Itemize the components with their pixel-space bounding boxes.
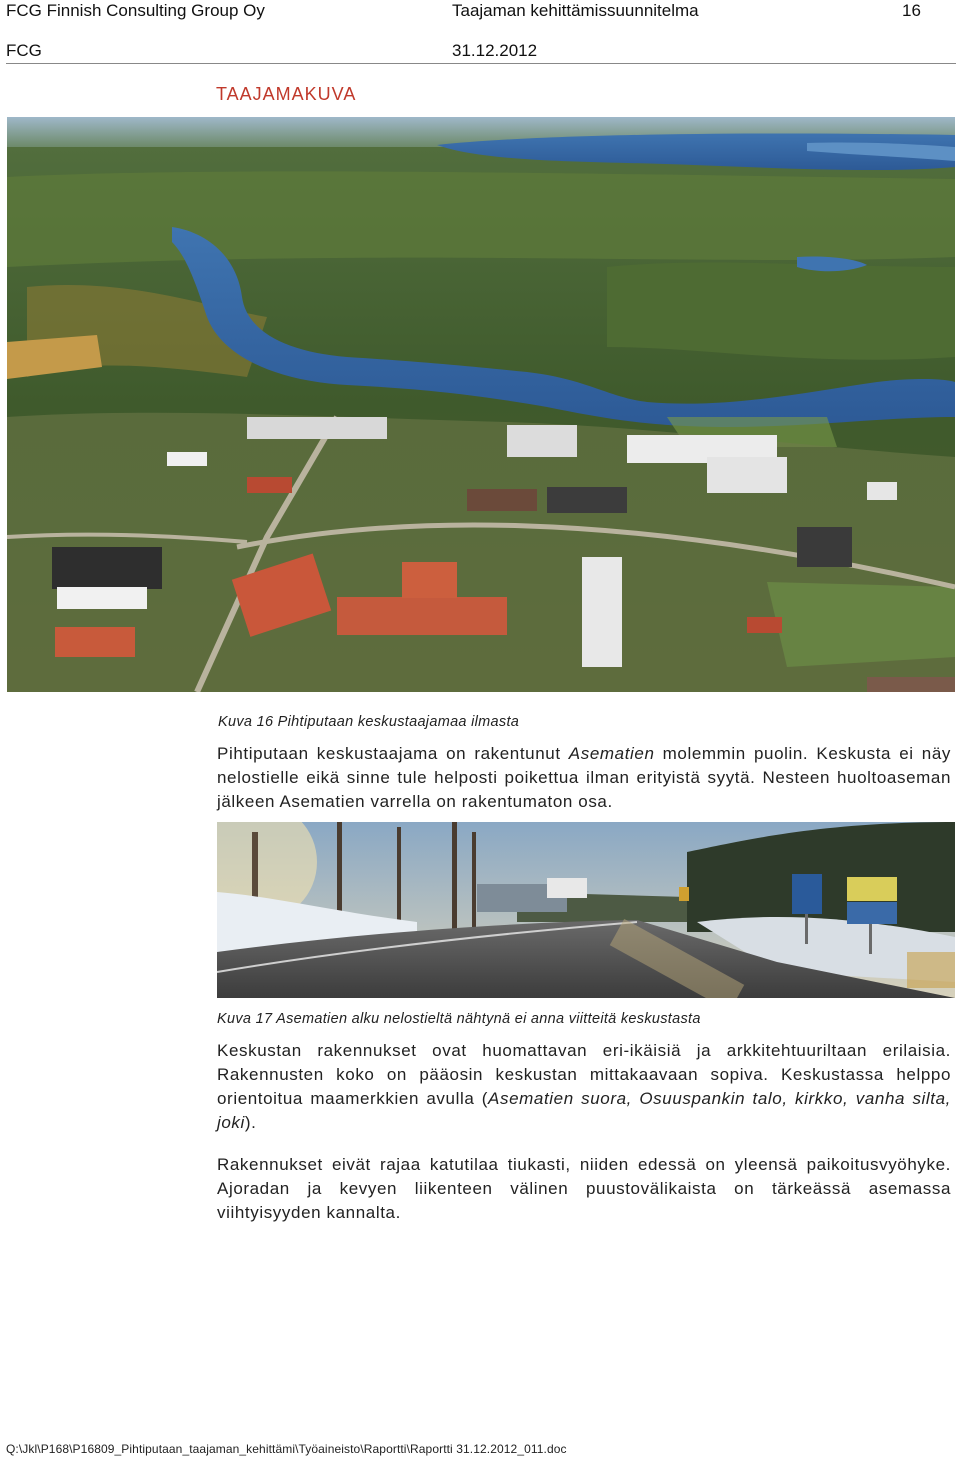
paragraph-1-text-b: molemmin puolin. Keskusta ei näy nelostielle eikä sinne tule helposti poikettua ilman erityistä syytä. Nesteen huoltoaseman jälkeen Asematien varrella on rakentumaton osa.: [217, 744, 951, 811]
header-short-name: FCG: [6, 41, 42, 60]
header-doc-title: Taajaman kehittämissuunnitelma: [452, 1, 699, 20]
figure16-caption: Kuva 16 Pihtiputaan keskustaajamaa ilmasta: [218, 714, 520, 730]
figure17-caption: Kuva 17 Asematien alku nelostieltä nähtynä ei anna viitteitä keskustasta: [217, 1011, 701, 1027]
paragraph-3: Rakennukset eivät rajaa katutilaa tiukasti, niiden edessä on yleensä paikoitusvyöhyke. Ajoradan ja kevyen liikenteen välinen puustovälikaista on tärkeässä asemassa viihtyisyyden kannalta.: [217, 1155, 951, 1222]
paragraph-1-emphasis: Asematien: [568, 744, 655, 763]
paragraph-1-text-a: Pihtiputaan keskustaajama on rakentunut: [217, 744, 569, 763]
section-title: TAAJAMAKUVA: [216, 84, 357, 104]
aerial-photo: [7, 117, 955, 692]
header-company: FCG Finnish Consulting Group Oy: [6, 1, 265, 20]
street-photo: [217, 822, 955, 998]
header-page-number: 16: [902, 1, 921, 20]
paragraph-2-emphasis: Asematien suora, Osuuspankin talo, kirkko, vanha silta, joki: [217, 1089, 951, 1132]
paragraph-2: [217, 1039, 951, 1135]
header-date: 31.12.2012: [452, 41, 538, 60]
header-divider: [6, 63, 956, 64]
paragraph-2-text-b: ).: [244, 1113, 257, 1132]
footer-file-path: Q:\Jkl\P168\P16809_Pihtiputaan_taajaman_kehittämi\Työaineisto\Raportti\Raportti 31.12.2012_011.doc: [6, 1442, 567, 1456]
paragraph-2-text-a: Keskustan rakennukset ovat huomattavan eri-ikäisiä ja arkkitehtuuriltaan erilaisia. Rakennusten koko on pääosin keskustan mittakaavaan sopiva. Keskustassa helppo orientoitua maamerkkien avulla (: [217, 1041, 951, 1108]
paragraph-1: [217, 742, 951, 814]
